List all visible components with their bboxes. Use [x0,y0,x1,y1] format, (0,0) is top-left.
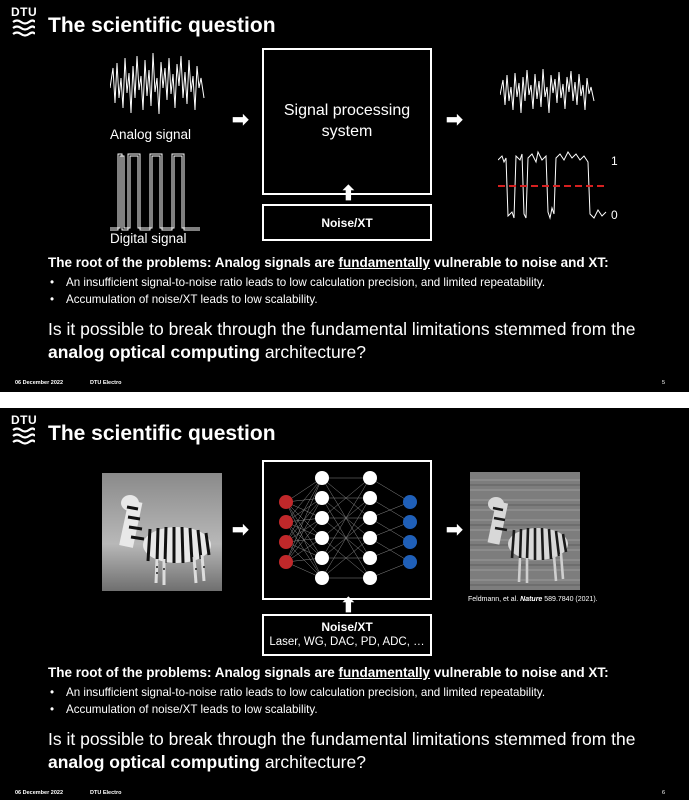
noise-label: Noise/XT [321,216,373,230]
level-low-label: 0 [611,208,618,222]
processing-label-line1: Signal processing [283,102,411,119]
signal-processing-box [262,48,432,195]
research-question [48,318,658,364]
bullet-list [48,686,545,720]
output-analog-waveform [500,65,595,120]
footer-date: 06 December 2022 [15,790,64,796]
bullet-list [48,276,545,310]
noise-sources: Laser, WG, DAC, PD, ADC, … [269,636,425,648]
processing-label-line2: system [321,123,373,140]
research-question [48,728,658,774]
slide-5 [0,0,689,392]
wave-logo-icon [11,426,35,446]
slide-separator [0,392,689,408]
slide-title: The scientific question [48,422,276,445]
right-arrow-icon: ➡ [446,109,463,131]
footer-dept: DTU Electro [90,790,122,796]
root-emphasis: fundamentally [338,255,431,270]
slide-6 [0,408,689,800]
analog-signal-waveform [110,48,205,126]
root-suffix: vulnerable to noise and XT: [430,665,609,680]
logo-text: DTU [11,413,38,427]
up-arrow-icon: ⬆ [340,183,357,205]
page-number: 6 [661,790,665,796]
question-bold: analog optical computing [48,752,260,772]
dtu-logo [11,6,39,43]
analog-signal-label: Analog signal [110,127,192,142]
citation [468,596,598,603]
root-prefix: The root of the problems: Analog signals are [48,665,339,680]
wave-logo-icon [11,18,35,38]
slide-title: The scientific question [48,14,276,37]
output-digital-waveform [498,148,608,223]
question-line1: Is it possible to break through the fundamental limitations stemmed from the [48,319,636,339]
bullet-item: • Accumulation of noise/XT leads to low scalability. [48,703,545,716]
dtu-logo [11,414,39,451]
root-emphasis: fundamentally [338,665,431,680]
bullet-item: • An insufficient signal-to-noise ratio leads to low calculation precision, and limited repeatability. [48,276,545,289]
logo-text: DTU [11,5,38,19]
footer-date: 06 December 2022 [15,380,64,386]
up-arrow-icon: ⬆ [340,595,357,617]
question-tail: architecture? [259,752,366,772]
neural-network-box [262,460,432,600]
root-prefix: The root of the problems: Analog signals are [48,255,339,270]
digital-signal-label: Digital signal [110,231,187,246]
root-problem-heading [48,665,609,680]
root-suffix: vulnerable to noise and XT: [430,255,609,270]
digital-signal-waveform [110,150,200,232]
citation-authors: Feldmann, et al. [468,596,521,603]
citation-journal: Nature [520,596,543,603]
zebra-input-image [102,473,222,591]
citation-details: 589.7840 (2021). [542,596,598,603]
level-high-label: 1 [611,154,618,168]
noise-label: Noise/XT [321,620,373,634]
right-arrow-icon: ➡ [232,109,249,131]
bullet-item: • Accumulation of noise/XT leads to low scalability. [48,293,545,306]
noise-box [262,614,432,656]
right-arrow-icon: ➡ [446,519,463,541]
neural-network-diagram [264,462,430,598]
question-line1: Is it possible to break through the fundamental limitations stemmed from the [48,729,636,749]
question-bold: analog optical computing [48,342,260,362]
bullet-item: • An insufficient signal-to-noise ratio leads to low calculation precision, and limited repeatability. [48,686,545,699]
right-arrow-icon: ➡ [232,519,249,541]
footer-dept: DTU Electro [90,380,122,386]
root-problem-heading [48,255,609,270]
question-tail: architecture? [259,342,366,362]
page-number: 5 [661,380,665,386]
zebra-output-image [470,472,580,590]
noise-box [262,204,432,241]
